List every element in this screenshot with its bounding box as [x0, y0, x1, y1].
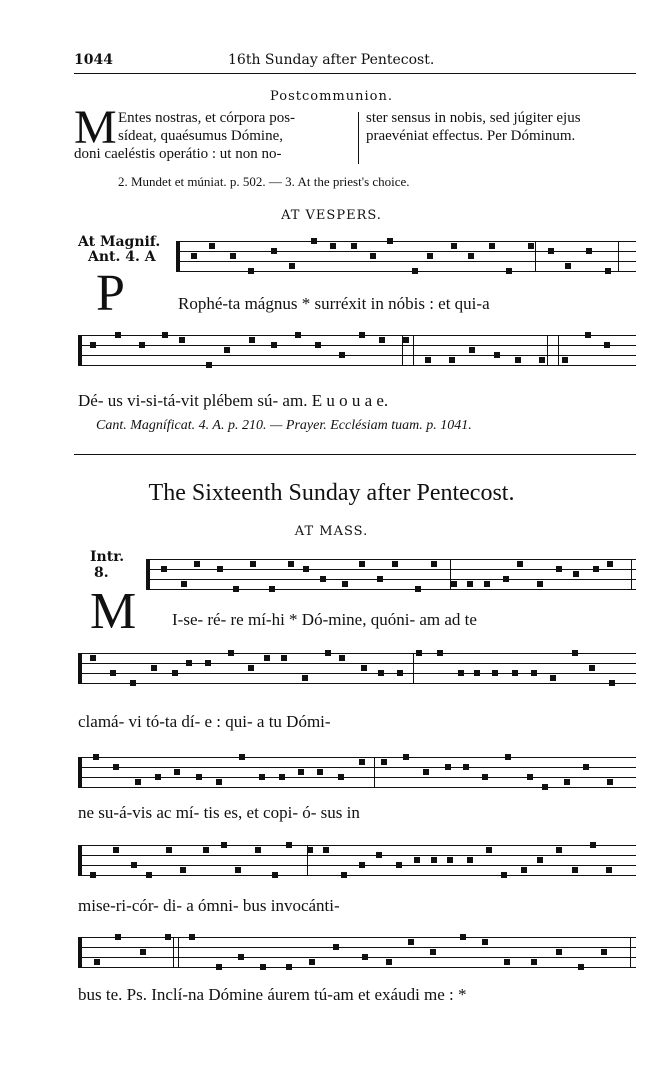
neume-note: [607, 779, 613, 785]
neume-note: [527, 774, 533, 780]
neume-note: [414, 857, 420, 863]
neume-note: [189, 934, 195, 940]
clef-mark: [78, 335, 82, 365]
neume-note: [351, 243, 357, 249]
neume-note: [205, 660, 211, 666]
neume-note: [281, 655, 287, 661]
neume-note: [572, 650, 578, 656]
vespers-staff-1: [176, 238, 636, 274]
neume-note: [135, 779, 141, 785]
staff-line: [78, 673, 636, 674]
neume-note: [161, 566, 167, 572]
introit-initial: M: [90, 583, 137, 640]
neume-note: [403, 754, 409, 760]
clef-mark: [78, 937, 82, 967]
neume-note: [467, 581, 473, 587]
staff-line: [78, 653, 636, 654]
neume-note: [271, 248, 277, 254]
neume-note: [361, 665, 367, 671]
staff-line: [146, 559, 636, 560]
introit-staff-5: [78, 934, 636, 970]
neume-note: [451, 581, 457, 587]
header-rule: [74, 73, 636, 74]
neume-note: [550, 675, 556, 681]
neume-note: [482, 774, 488, 780]
neume-note: [315, 342, 321, 348]
neume-note: [379, 337, 385, 343]
neume-note: [463, 764, 469, 770]
neume-note: [303, 566, 309, 572]
introit-lyrics-4: mise-ri-cór- di- a ómni- bus invocánti-: [78, 896, 340, 915]
introit-staff-2: [78, 650, 636, 686]
bar-line: [413, 653, 414, 683]
bar-line: [413, 335, 414, 365]
neume-note: [556, 847, 562, 853]
neume-note: [416, 650, 422, 656]
staff-line: [176, 241, 636, 242]
neume-note: [585, 332, 591, 338]
neume-note: [562, 357, 568, 363]
staff-line: [78, 845, 636, 846]
neume-note: [431, 857, 437, 863]
neume-note: [320, 576, 326, 582]
neume-note: [564, 779, 570, 785]
neume-note: [359, 332, 365, 338]
staff-line: [78, 967, 636, 968]
mass-section-title: The Sixteenth Sunday after Pentecost.: [148, 480, 515, 506]
neume-note: [482, 939, 488, 945]
neume-note: [586, 248, 592, 254]
neume-note: [239, 754, 245, 760]
neume-note: [209, 243, 215, 249]
neume-note: [606, 867, 612, 873]
neume-note: [233, 586, 239, 592]
neume-note: [469, 347, 475, 353]
vespers-label-1: At Magnif.: [78, 234, 161, 250]
introit-label-1: Intr.: [90, 549, 125, 565]
staff-line: [78, 937, 636, 938]
neume-note: [503, 576, 509, 582]
neume-note: [494, 352, 500, 358]
bar-line: [547, 335, 548, 365]
bar-line: [618, 241, 619, 271]
neume-note: [228, 650, 234, 656]
neume-note: [172, 670, 178, 676]
column-divider: [358, 112, 359, 164]
clef-mark: [176, 241, 180, 271]
neume-note: [248, 268, 254, 274]
neume-note: [359, 561, 365, 567]
neume-note: [140, 949, 146, 955]
postcommunion-left-1: Entes nostras, et córpora pos-: [118, 110, 296, 126]
neume-note: [259, 774, 265, 780]
neume-note: [286, 964, 292, 970]
introit-lyrics-1: I-se- ré- re mí-hi * Dó-mine, quóni- am ad te: [172, 610, 477, 629]
neume-note: [423, 769, 429, 775]
neume-note: [317, 769, 323, 775]
neume-note: [521, 867, 527, 873]
neume-note: [447, 857, 453, 863]
neume-note: [131, 862, 137, 868]
vespers-initial: P: [96, 265, 125, 322]
neume-note: [217, 566, 223, 572]
neume-note: [449, 357, 455, 363]
postcommunion-right-1: ster sensus in nobis, sed júgiter ejus: [366, 110, 581, 126]
neume-note: [110, 670, 116, 676]
neume-note: [381, 759, 387, 765]
neume-note: [387, 238, 393, 244]
neume-note: [378, 670, 384, 676]
neume-note: [607, 561, 613, 567]
bar-line: [374, 757, 375, 787]
neume-note: [194, 561, 200, 567]
staff-line: [176, 271, 636, 272]
neume-note: [515, 357, 521, 363]
neume-note: [573, 571, 579, 577]
neume-note: [430, 949, 436, 955]
neume-note: [113, 764, 119, 770]
neume-note: [248, 665, 254, 671]
bar-line: [631, 559, 632, 589]
neume-note: [601, 949, 607, 955]
neume-note: [604, 342, 610, 348]
staff-line: [78, 345, 636, 346]
neume-note: [165, 934, 171, 940]
neume-note: [408, 939, 414, 945]
introit-label-2: 8.: [94, 565, 109, 581]
neume-note: [572, 867, 578, 873]
staff-line: [78, 663, 636, 664]
neume-note: [113, 847, 119, 853]
bar-line: [535, 241, 536, 271]
neume-note: [330, 243, 336, 249]
postcommunion-title: Postcommunion.: [270, 89, 393, 104]
neume-note: [174, 769, 180, 775]
neume-note: [431, 561, 437, 567]
neume-note: [512, 670, 518, 676]
neume-note: [445, 764, 451, 770]
neume-note: [311, 238, 317, 244]
neume-note: [590, 842, 596, 848]
neume-note: [139, 342, 145, 348]
neume-note: [451, 243, 457, 249]
section-rule: [74, 454, 636, 455]
staff-line: [78, 947, 636, 948]
neume-note: [286, 842, 292, 848]
neume-note: [323, 847, 329, 853]
staff-line: [78, 787, 636, 788]
neume-note: [264, 655, 270, 661]
neume-note: [269, 586, 275, 592]
neume-note: [309, 959, 315, 965]
neume-note: [279, 774, 285, 780]
neume-note: [415, 586, 421, 592]
neume-note: [93, 754, 99, 760]
neume-note: [537, 581, 543, 587]
neume-note: [370, 253, 376, 259]
neume-note: [517, 561, 523, 567]
neume-note: [531, 959, 537, 965]
neume-note: [166, 847, 172, 853]
neume-note: [90, 342, 96, 348]
neume-note: [221, 842, 227, 848]
neume-note: [307, 847, 313, 853]
staff-line: [78, 365, 636, 366]
neume-note: [593, 566, 599, 572]
neume-note: [295, 332, 301, 338]
bar-line: [630, 937, 631, 967]
neume-note: [458, 670, 464, 676]
neume-note: [460, 934, 466, 940]
staff-line: [78, 355, 636, 356]
neume-note: [539, 357, 545, 363]
neume-note: [298, 769, 304, 775]
neume-note: [302, 675, 308, 681]
neume-note: [325, 650, 331, 656]
neume-note: [162, 332, 168, 338]
page-number: 1044: [74, 52, 113, 68]
neume-note: [392, 561, 398, 567]
introit-staff-3: [78, 754, 636, 790]
neume-note: [249, 337, 255, 343]
neume-note: [362, 954, 368, 960]
neume-note: [238, 954, 244, 960]
neume-note: [427, 253, 433, 259]
neume-note: [180, 867, 186, 873]
neume-note: [359, 862, 365, 868]
vespers-note: Cant. Magníficat. 4. A. p. 210. — Prayer. Ecclésiam tuam. p. 1041.: [96, 418, 472, 433]
neume-note: [531, 670, 537, 676]
vespers-label-2: Ant. 4. A: [88, 249, 156, 265]
neume-note: [589, 665, 595, 671]
staff-line: [78, 777, 636, 778]
staff-line: [78, 957, 636, 958]
staff-line: [146, 589, 636, 590]
neume-note: [396, 862, 402, 868]
neume-note: [467, 857, 473, 863]
neume-note: [90, 655, 96, 661]
neume-note: [412, 268, 418, 274]
neume-note: [528, 243, 534, 249]
neume-note: [115, 332, 121, 338]
neume-note: [605, 268, 611, 274]
introit-staff-4: [78, 842, 636, 878]
vespers-lyrics-1: Rophé-ta mágnus * surréxit in nóbis : et qui-a: [178, 294, 490, 313]
neume-note: [130, 680, 136, 686]
neume-note: [504, 959, 510, 965]
neume-note: [505, 754, 511, 760]
neume-note: [250, 561, 256, 567]
neume-note: [583, 764, 589, 770]
neume-note: [386, 959, 392, 965]
neume-note: [203, 847, 209, 853]
neume-note: [542, 784, 548, 790]
neume-note: [181, 581, 187, 587]
running-title: 16th Sunday after Pentecost.: [228, 52, 435, 68]
neume-note: [272, 872, 278, 878]
neume-note: [230, 253, 236, 259]
neume-note: [216, 779, 222, 785]
neume-note: [548, 248, 554, 254]
neume-note: [260, 964, 266, 970]
neume-note: [437, 650, 443, 656]
neume-note: [115, 934, 121, 940]
neume-note: [339, 352, 345, 358]
staff-line: [78, 757, 636, 758]
neume-note: [288, 561, 294, 567]
neume-note: [468, 253, 474, 259]
neume-note: [155, 774, 161, 780]
neume-note: [578, 964, 584, 970]
neume-note: [565, 263, 571, 269]
neume-note: [609, 680, 615, 686]
neume-note: [537, 857, 543, 863]
bar-line: [558, 335, 559, 365]
neume-note: [271, 342, 277, 348]
neume-note: [492, 670, 498, 676]
neume-note: [235, 867, 241, 873]
neume-note: [489, 243, 495, 249]
mass-subtitle: AT MASS.: [294, 524, 369, 539]
neume-note: [338, 774, 344, 780]
neume-note: [506, 268, 512, 274]
neume-note: [191, 253, 197, 259]
staff-line: [176, 261, 636, 262]
neume-note: [501, 872, 507, 878]
clef-mark: [78, 845, 82, 875]
staff-line: [78, 875, 636, 876]
staff-line: [78, 683, 636, 684]
introit-staff-1: [146, 556, 636, 592]
postcommunion-initial: M: [74, 101, 117, 154]
staff-line: [176, 251, 636, 252]
neume-note: [556, 566, 562, 572]
staff-line: [78, 855, 636, 856]
introit-lyrics-3: ne su-á-vis ac mí- tis es, et copi- ó- sus in: [78, 803, 360, 822]
neume-note: [179, 337, 185, 343]
neume-note: [255, 847, 261, 853]
introit-lyrics-2: clamá- vi tó-ta dí- e : qui- a tu Dómi-: [78, 712, 331, 731]
neume-note: [206, 362, 212, 368]
neume-note: [94, 959, 100, 965]
staff-line: [146, 579, 636, 580]
postcommunion-right-2: praevéniat effectus. Per Dóminum.: [366, 128, 576, 144]
neume-note: [333, 944, 339, 950]
vespers-staff-2: [78, 332, 636, 368]
neume-note: [359, 759, 365, 765]
clef-mark: [146, 559, 150, 589]
neume-note: [216, 964, 222, 970]
neume-note: [397, 670, 403, 676]
vespers-lyrics-2: Dé- us vi-si-tá-vit plébem sú- am. E u o u a e.: [78, 391, 389, 410]
neume-note: [339, 655, 345, 661]
neume-note: [486, 847, 492, 853]
neume-note: [151, 665, 157, 671]
neume-note: [403, 337, 409, 343]
staff-line: [78, 865, 636, 866]
neume-note: [377, 576, 383, 582]
neume-note: [224, 347, 230, 353]
clef-mark: [78, 757, 82, 787]
clef-mark: [78, 653, 82, 683]
neume-note: [474, 670, 480, 676]
neume-note: [484, 581, 490, 587]
neume-note: [425, 357, 431, 363]
staff-line: [78, 767, 636, 768]
neume-note: [196, 774, 202, 780]
postcommunion-left-2: síde​at, quaésumus Dómine,: [118, 128, 283, 144]
neume-note: [146, 872, 152, 878]
introit-lyrics-5: bus te. Ps. Inclí-na Dómine áurem tú-am et exáudi me : *: [78, 985, 467, 1004]
neume-note: [186, 660, 192, 666]
bar-line: [178, 937, 179, 967]
neume-note: [376, 852, 382, 858]
neume-note: [90, 872, 96, 878]
bar-line: [173, 937, 174, 967]
neume-note: [342, 581, 348, 587]
neume-note: [556, 949, 562, 955]
neume-note: [289, 263, 295, 269]
vespers-title: AT VESPERS.: [281, 208, 382, 223]
neume-note: [341, 872, 347, 878]
postcommunion-note: 2. Mundet et múniat. p. 502. — 3. At the priest's choice.: [118, 174, 410, 189]
postcommunion-left-3: doni caeléstis operátio : ut non no-: [74, 146, 282, 162]
